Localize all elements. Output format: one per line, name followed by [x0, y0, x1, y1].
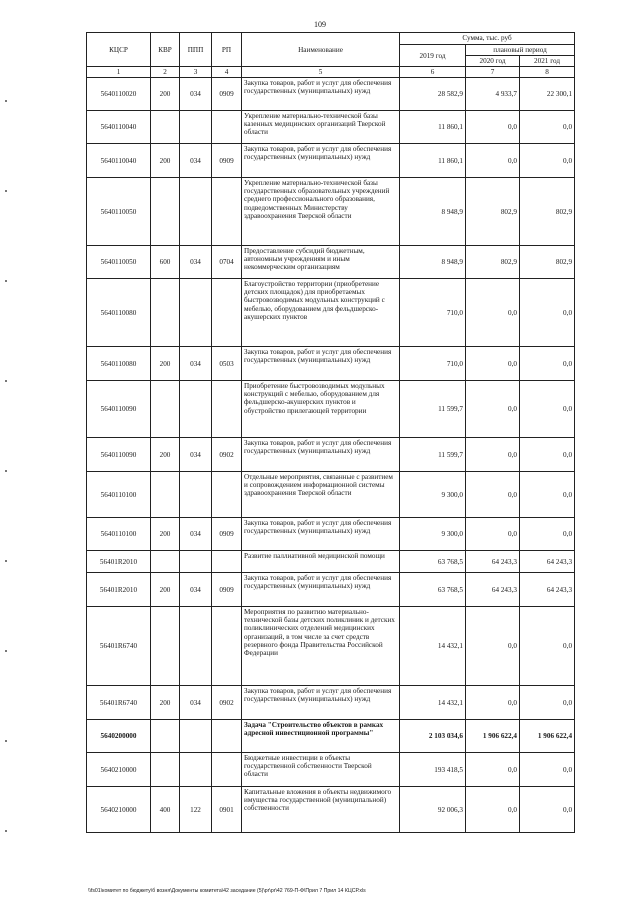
cell-amount-2020: 0,0	[466, 607, 520, 686]
cell-kcsr: 56401R6740	[87, 607, 151, 686]
table-row	[87, 573, 575, 607]
cell-kvr: 200	[151, 78, 180, 111]
cell-amount-2021: 0,0	[520, 438, 575, 472]
cell-kcsr: 5640210000	[87, 787, 151, 833]
header-name: Наименование	[242, 33, 400, 67]
column-number: 3	[180, 67, 212, 78]
table-row	[87, 178, 575, 246]
cell-rp	[212, 753, 242, 787]
cell-kvr: 200	[151, 686, 180, 720]
cell-kvr: 200	[151, 573, 180, 607]
cell-amount-2020: 0,0	[466, 518, 520, 551]
header-year-2019: 2019 год	[400, 45, 466, 67]
cell-rp	[212, 551, 242, 573]
cell-rp: 0909	[212, 78, 242, 111]
cell-amount-2019: 2 103 034,6	[400, 720, 466, 753]
cell-amount-2019: 710,0	[400, 347, 466, 381]
cell-amount-2021: 0,0	[520, 347, 575, 381]
cell-kvr: 200	[151, 347, 180, 381]
cell-amount-2019: 11 599,7	[400, 438, 466, 472]
cell-name: Закупка товаров, работ и услуг для обеспечения государственных (муниципальных) нужд	[242, 144, 400, 178]
cell-ppp	[180, 111, 212, 144]
cell-kcsr: 5640110080	[87, 347, 151, 381]
column-number: 2	[151, 67, 180, 78]
column-number: 1	[87, 67, 151, 78]
cell-kvr: 200	[151, 144, 180, 178]
table-row	[87, 787, 575, 833]
cell-ppp: 034	[180, 347, 212, 381]
cell-name: Предоставление субсидий бюджетным, автономным учреждениям и иным некоммерческим организациям	[242, 246, 400, 279]
header-planned-period: плановый период	[466, 45, 575, 56]
table-header	[87, 33, 575, 78]
cell-name: Укрепление материально-технической базы государственных образовательных учреждений среднего профессионального образования, подведомственных Министерству здравоохранения Тверской области	[242, 178, 400, 246]
cell-ppp	[180, 607, 212, 686]
cell-amount-2019: 11 860,1	[400, 111, 466, 144]
cell-amount-2019: 63 768,5	[400, 551, 466, 573]
cell-ppp: 034	[180, 686, 212, 720]
cell-amount-2021: 0,0	[520, 144, 575, 178]
file-path-footer: \\fs01\комитет по бюджету\б возня\Документы комитета\42 заседание (5)\pr\pr\42 769-П-Ф\Прил 7 Прил 14 КЦСР.xls	[88, 888, 366, 894]
cell-rp: 0902	[212, 686, 242, 720]
cell-rp: 0909	[212, 144, 242, 178]
cell-amount-2021: 1 906 622,4	[520, 720, 575, 753]
cell-kvr	[151, 753, 180, 787]
cell-kvr	[151, 607, 180, 686]
cell-amount-2021: 0,0	[520, 753, 575, 787]
cell-name: Укрепление материально-технической базы казенных медицинских организаций Тверской области	[242, 111, 400, 144]
header-year-2021: 2021 год	[520, 56, 575, 67]
cell-rp	[212, 178, 242, 246]
cell-kcsr: 5640210000	[87, 753, 151, 787]
column-number: 4	[212, 67, 242, 78]
cell-rp: 0503	[212, 347, 242, 381]
cell-name: Закупка товаров, работ и услуг для обеспечения государственных (муниципальных) нужд	[242, 78, 400, 111]
page-number: 109	[314, 20, 326, 29]
cell-rp	[212, 472, 242, 518]
cell-rp	[212, 111, 242, 144]
cell-amount-2019: 11 860,1	[400, 144, 466, 178]
cell-kcsr: 5640110040	[87, 144, 151, 178]
cell-kvr	[151, 381, 180, 438]
cell-amount-2020: 0,0	[466, 472, 520, 518]
table-row	[87, 518, 575, 551]
cell-amount-2019: 710,0	[400, 279, 466, 347]
cell-amount-2021: 22 300,1	[520, 78, 575, 111]
header-kvr: КВР	[151, 33, 180, 67]
cell-amount-2020: 802,9	[466, 178, 520, 246]
budget-table	[86, 32, 575, 833]
cell-kvr	[151, 472, 180, 518]
cell-amount-2020: 0,0	[466, 279, 520, 347]
cell-amount-2020: 0,0	[466, 686, 520, 720]
cell-amount-2020: 64 243,3	[466, 551, 520, 573]
cell-ppp: 034	[180, 246, 212, 279]
cell-name: Закупка товаров, работ и услуг для обеспечения государственных (муниципальных) нужд	[242, 573, 400, 607]
cell-ppp	[180, 753, 212, 787]
cell-amount-2019: 14 432,1	[400, 686, 466, 720]
cell-kcsr: 56401R2010	[87, 551, 151, 573]
cell-ppp: 122	[180, 787, 212, 833]
cell-amount-2019: 193 418,5	[400, 753, 466, 787]
cell-amount-2020: 0,0	[466, 438, 520, 472]
cell-kcsr: 5640110090	[87, 438, 151, 472]
cell-name: Закупка товаров, работ и услуг для обеспечения государственных (муниципальных) нужд	[242, 438, 400, 472]
table-row	[87, 381, 575, 438]
cell-kcsr: 5640110100	[87, 518, 151, 551]
table-row	[87, 720, 575, 753]
cell-amount-2019: 92 006,3	[400, 787, 466, 833]
cell-kcsr: 5640110050	[87, 178, 151, 246]
cell-name: Бюджетные инвестиции в объекты государственной собственности Тверской области	[242, 753, 400, 787]
cell-ppp: 034	[180, 438, 212, 472]
cell-ppp	[180, 381, 212, 438]
cell-amount-2021: 64 243,3	[520, 551, 575, 573]
table-row	[87, 347, 575, 381]
cell-rp: 0909	[212, 518, 242, 551]
header-year-2020: 2020 год	[466, 56, 520, 67]
cell-amount-2021: 0,0	[520, 111, 575, 144]
column-number-row	[87, 67, 575, 78]
cell-amount-2020: 4 933,7	[466, 78, 520, 111]
cell-amount-2019: 9 300,0	[400, 472, 466, 518]
cell-ppp: 034	[180, 78, 212, 111]
cell-rp	[212, 279, 242, 347]
cell-amount-2019: 14 432,1	[400, 607, 466, 686]
cell-amount-2020: 1 906 622,4	[466, 720, 520, 753]
cell-amount-2019: 8 948,9	[400, 246, 466, 279]
cell-rp	[212, 720, 242, 753]
header-ppp: ППП	[180, 33, 212, 67]
cell-kcsr: 5640110080	[87, 279, 151, 347]
cell-amount-2019: 63 768,5	[400, 573, 466, 607]
cell-name: Закупка товаров, работ и услуг для обеспечения государственных (муниципальных) нужд	[242, 518, 400, 551]
cell-kvr: 400	[151, 787, 180, 833]
cell-kvr: 600	[151, 246, 180, 279]
cell-ppp: 034	[180, 573, 212, 607]
cell-amount-2019: 28 582,9	[400, 78, 466, 111]
cell-rp: 0901	[212, 787, 242, 833]
cell-kvr	[151, 720, 180, 753]
cell-rp: 0902	[212, 438, 242, 472]
table-row	[87, 753, 575, 787]
table-row	[87, 472, 575, 518]
binding-hole-marks	[5, 0, 9, 905]
cell-kcsr: 56401R6740	[87, 686, 151, 720]
table-row	[87, 246, 575, 279]
cell-name: Отдельные мероприятия, связанные с развитием и сопровождением информационной системы здравоохранения Тверской области	[242, 472, 400, 518]
cell-kcsr: 5640200000	[87, 720, 151, 753]
cell-name: Закупка товаров, работ и услуг для обеспечения государственных (муниципальных) нужд	[242, 347, 400, 381]
header-rp: РП	[212, 33, 242, 67]
cell-amount-2021: 802,9	[520, 246, 575, 279]
cell-amount-2019: 11 599,7	[400, 381, 466, 438]
cell-ppp	[180, 551, 212, 573]
column-number: 5	[242, 67, 400, 78]
cell-amount-2020: 0,0	[466, 144, 520, 178]
cell-name: Благоустройство территории (приобретение детских площадок) для приобретаемых быстровозводимых модульных конструкций с мебелью, оборудованием для фельдшерско-акушерских пунктов	[242, 279, 400, 347]
cell-kcsr: 5640110050	[87, 246, 151, 279]
cell-name: Закупка товаров, работ и услуг для обеспечения государственных (муниципальных) нужд	[242, 686, 400, 720]
cell-ppp	[180, 472, 212, 518]
cell-rp: 0704	[212, 246, 242, 279]
cell-amount-2021: 0,0	[520, 279, 575, 347]
cell-amount-2021: 0,0	[520, 518, 575, 551]
cell-kcsr: 5640110040	[87, 111, 151, 144]
table-row	[87, 78, 575, 111]
cell-ppp	[180, 178, 212, 246]
column-number: 8	[520, 67, 575, 78]
cell-kcsr: 56401R2010	[87, 573, 151, 607]
table-row	[87, 686, 575, 720]
cell-amount-2020: 0,0	[466, 381, 520, 438]
table-row	[87, 551, 575, 573]
table-row	[87, 438, 575, 472]
table-row	[87, 144, 575, 178]
cell-amount-2020: 0,0	[466, 787, 520, 833]
cell-kvr: 200	[151, 518, 180, 551]
cell-amount-2021: 0,0	[520, 472, 575, 518]
header-sum-title: Сумма, тыс. руб	[400, 33, 575, 45]
cell-kvr	[151, 551, 180, 573]
cell-amount-2020: 0,0	[466, 347, 520, 381]
cell-kcsr: 5640110100	[87, 472, 151, 518]
cell-amount-2021: 0,0	[520, 381, 575, 438]
cell-amount-2021: 0,0	[520, 787, 575, 833]
cell-amount-2020: 64 243,3	[466, 573, 520, 607]
table-row	[87, 279, 575, 347]
cell-ppp	[180, 279, 212, 347]
cell-name: Развитие паллиативной медицинской помощи	[242, 551, 400, 573]
cell-amount-2019: 8 948,9	[400, 178, 466, 246]
cell-amount-2021: 64 243,3	[520, 573, 575, 607]
cell-rp	[212, 381, 242, 438]
cell-kvr	[151, 279, 180, 347]
cell-rp: 0909	[212, 573, 242, 607]
cell-name: Задача "Строительство объектов в рамках адресной инвестиционной программы"	[242, 720, 400, 753]
cell-ppp: 034	[180, 518, 212, 551]
cell-name: Капитальные вложения в объекты недвижимого имущества государственной (муниципальной) собственности	[242, 787, 400, 833]
cell-ppp: 034	[180, 144, 212, 178]
header-kcsr: КЦСР	[87, 33, 151, 67]
cell-kcsr: 5640110020	[87, 78, 151, 111]
cell-name: Мероприятия по развитию материально-технической базы детских поликлиник и детских поликлинических отделений медицинских организаций, в том числе за счет средств резервного фонда Правительства Российской Федерации	[242, 607, 400, 686]
cell-amount-2021: 802,9	[520, 178, 575, 246]
cell-kcsr: 5640110090	[87, 381, 151, 438]
table-row	[87, 607, 575, 686]
cell-amount-2019: 9 300,0	[400, 518, 466, 551]
table-body	[87, 78, 575, 833]
column-number: 6	[400, 67, 466, 78]
cell-kvr	[151, 178, 180, 246]
cell-amount-2021: 0,0	[520, 607, 575, 686]
cell-kvr: 200	[151, 438, 180, 472]
cell-amount-2020: 0,0	[466, 111, 520, 144]
cell-ppp	[180, 720, 212, 753]
cell-kvr	[151, 111, 180, 144]
table-row	[87, 111, 575, 144]
cell-amount-2020: 802,9	[466, 246, 520, 279]
column-number: 7	[466, 67, 520, 78]
cell-rp	[212, 607, 242, 686]
cell-amount-2020: 0,0	[466, 753, 520, 787]
cell-amount-2021: 0,0	[520, 686, 575, 720]
cell-name: Приобретение быстровозводимых модульных конструкций с мебелью, оборудованием для фельдшерско-акушерских пунктов и обустройство прилегающей территории	[242, 381, 400, 438]
